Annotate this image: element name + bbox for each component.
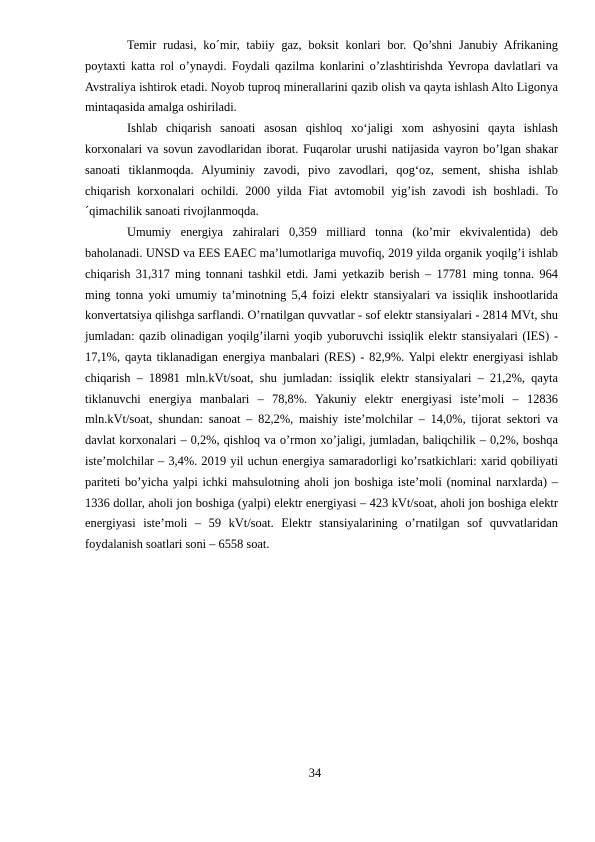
page-number: 34 bbox=[308, 766, 322, 780]
paragraph-mineral-resources: Temir rudasi, ko´mir, tabiiy gaz, boksit konlari bor. Qo’shni Janubiy Afrikaning poytaxti katta rol o’ynaydi. Foydali qazilma konlarini o’zlashtirishda Yevropa davlatlari va Avstraliya ishtirok etadi. Noyob tuproq minerallarini qazib olish va qayta ishlash Alto Ligonya mintaqasida amalga oshiriladi. bbox=[85, 38, 558, 115]
paragraph-manufacturing-industry: Ishlab chiqarish sanoati asosan qishloq xo‘jaligi xom ashyosini qayta ishlash korxonalari va sovun zavodlaridan iborat. Fuqarolar urushi natijasida vayron bo’lgan shakar sanoati tiklanmoqda. Alyuminiy zavodi, pivo zavodlari, qog‘oz, sement, shisha ishlab chiqarish korxonalari ochildi. 2000 yilda Fiat avtomobil yig’ish zavodi ish boshladi. To´qimachilik sanoati rivojlanmoqda. bbox=[85, 121, 558, 219]
document-body bbox=[85, 35, 558, 555]
paragraph-energy-statistics: Umumiy energiya zahiralari 0,359 milliard tonna (ko’mir ekvivalentida) deb baholanadi. UNSD va EES EAEC ma’lumotlariga muvofiq, 2019 yilda organik yoqilg’i ishlab chiqarish 31,317 ming tonnani tashkil etdi. Jami yetkazib berish – 17781 ming tonna. 964 ming tonna yoki umumiy ta’minotning 5,4 foizi elektr stansiyalari va issiqlik inshootlarida konvertatsiya qilishga sarflandi. O’rnatilgan quvvatlar - sof elektr stansiyalari - 2814 MVt, shu jumladan: qazib olinadigan yoqilg’ilarni yoqib yuboruvchi issiqlik elektr stansiyalari (IES) - 17,1%, qayta tiklanadigan energiya manbalari (RES) - 82,9%. Yalpi elektr energiyasi ishlab chiqarish – 18981 mln.kVt/soat, shu jumladan: issiqlik elektr stansiyalari – 21,2%, qayta tiklanuvchi energiya manbalari – 78,8%. Yakuniy elektr energiyasi iste’moli – 12836 mln.kVt/soat, shundan: sanoat – 82,2%, maishiy iste’molchilar – 14,0%, tijorat sektori va davlat korxonalari – 0,2%, qishloq va o’rmon xo’jaligi, jumladan, baliqchilik – 0,2%, boshqa iste’molchilar – 3,4%. 2019 yil uchun energiya samaradorligi ko’rsatkichlari: xarid qobiliyati pariteti bo’yicha yalpi ichki mahsulotning aholi jon boshiga iste’moli (nominal narxlarda) – 1336 dollar, aholi jon boshiga (yalpi) elektr energiyasi – 423 kVt/soat, aholi jon boshiga elektr energiyasi iste’moli – 59 kVt/soat. Elektr stansiyalarining o’rnatilgan sof quvvatlaridan foydalanish soatlari soni – 6558 soat. bbox=[85, 225, 558, 552]
